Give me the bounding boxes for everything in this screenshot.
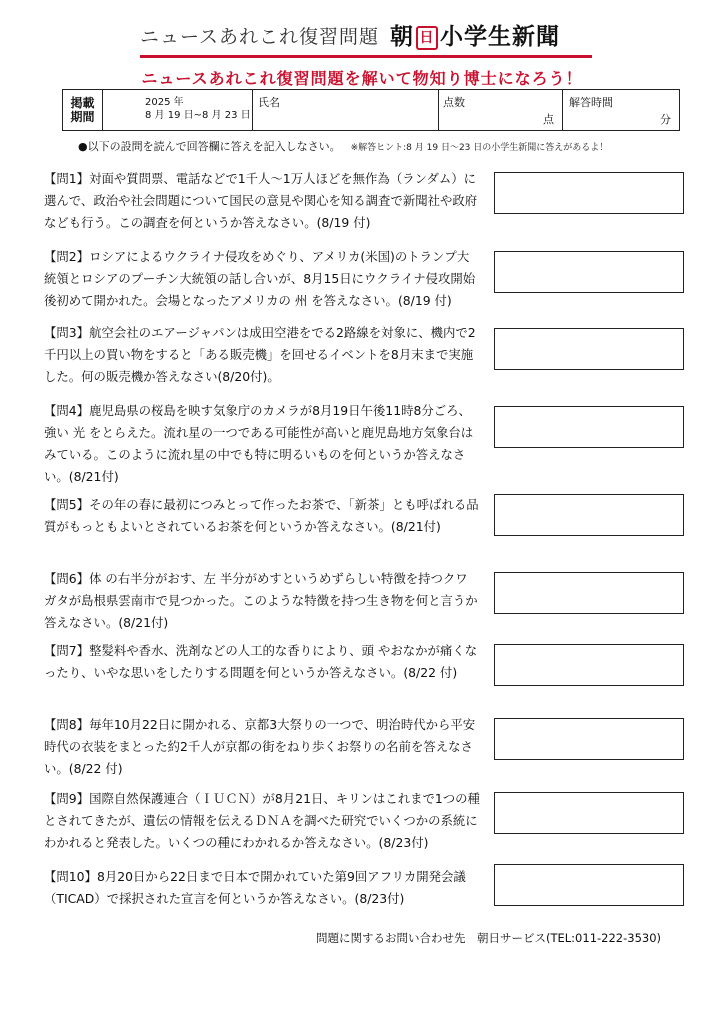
question-8 [44, 714, 480, 780]
question-number: 【問5】 [44, 497, 90, 512]
question-9 [44, 788, 480, 854]
instructions [78, 138, 718, 154]
answer-time-label: 解答時間 [569, 96, 613, 109]
answer-box-10[interactable] [494, 864, 684, 906]
question-number: 【問7】 [44, 643, 90, 658]
question-text: 体 の右半分がおす、左 半分がめすというめずらしい特徴を持つクワガタが島根県雲南市で見つかった。このような特徴を持つ生き物を何と言うか答えなさい。(8/21付) [44, 571, 478, 630]
header-divider [140, 55, 592, 58]
info-table [62, 89, 680, 131]
published-label-1: 掲載 [70, 96, 95, 110]
answer-box-9[interactable] [494, 792, 684, 834]
newspaper-logo [390, 18, 560, 51]
question-text: その年の春に最初につみとって作ったお茶で、「新茶」とも呼ばれる品質がもっともよいとされているお茶を何というか答えなさい。(8/21付) [44, 497, 479, 534]
answer-box-8[interactable] [494, 718, 684, 760]
question-text: 鹿児島県の桜島を映す気象庁のカメラが8月19日午後11時8分ごろ、強い 光 をとらえた。流れ星の一つである可能性が高いと鹿児島地方気象台はみている。このように流れ星の中でも特に明るいものを何というか答えなさい。(8/21付) [44, 403, 474, 484]
answer-time-unit: 分 [660, 113, 671, 126]
instructions-hint: ※解答ヒント:8 月 19 日～23 日の小学生新聞に答えがあるよ！ [350, 143, 609, 153]
published-dates [103, 90, 253, 130]
question-number: 【問3】 [44, 325, 90, 340]
question-text: 国際自然保護連合（ＩＵＣＮ）が8月21日、キリンはこれまで1つの種とされてきたが、遺伝の情報を伝えるＤＮＡを調べた研究でいくつかの系統にわかれると発表した。いくつの種にわかれるか答えなさい。(8/23付) [44, 791, 480, 850]
header [0, 0, 724, 60]
question-text: 8月20日から22日まで日本で開かれていた第9回アフリカ開発会議（TICAD）で採択された宣言を何というか答えなさい。(8/23付) [44, 869, 466, 906]
answer-box-4[interactable] [494, 406, 684, 448]
question-number: 【問4】 [44, 403, 90, 418]
question-3 [44, 322, 480, 388]
question-1 [44, 168, 480, 234]
question-number: 【問1】 [44, 171, 90, 186]
score-field[interactable] [439, 90, 563, 130]
question-text: 整髪料や香水、洗剤などの人工的な香りにより、頭 やおなかが痛くなったり、いやな思いをしたりする問題を何というか答えなさい。(8/22 付) [44, 643, 478, 680]
question-text: 対面や質問票、電話などで1千人～1万人ほどを無作為（ランダム）に選んで、政治や社会問題について国民の意見や関心を知る調査で新聞社や政府なども行う。この調査を何というか答えなさい。(8/19 付) [44, 171, 478, 230]
name-field[interactable] [253, 90, 439, 130]
answer-box-5[interactable] [494, 494, 684, 536]
question-text: ロシアによるウクライナ侵攻をめぐり、アメリカ(米国)のトランプ大統領とロシアのプーチン大統領の話し合いが、8月15日にウクライナ侵攻開始後初めて開かれた。会場となったアメリカの 州 を答えなさい。(8/19 付) [44, 249, 476, 308]
series-title: ニュースあれこれ復習問題 [140, 26, 380, 48]
question-number: 【問2】 [44, 249, 90, 264]
answer-box-2[interactable] [494, 251, 684, 293]
question-number: 【問10】 [44, 869, 97, 884]
question-10 [44, 866, 480, 910]
tagline: ニュースあれこれ復習問題を解いて物知り博士になろう！ [141, 69, 583, 88]
question-number: 【問6】 [44, 571, 90, 586]
logo-text-post: 小学生新聞 [440, 24, 560, 50]
question-number: 【問9】 [44, 791, 90, 806]
logo-text-pre: 朝 [390, 24, 414, 50]
published-label-2: 期間 [70, 110, 95, 124]
logo-sun-icon: 日 [416, 26, 438, 50]
question-number: 【問8】 [44, 717, 90, 732]
score-label: 点数 [443, 96, 465, 109]
instructions-main: ●以下の設問を読んで回答欄に答えを記入しなさい。 [78, 140, 341, 153]
answer-box-6[interactable] [494, 572, 684, 614]
answer-box-7[interactable] [494, 644, 684, 686]
published-period: 8 月 19 日~8 月 23 日 [145, 110, 251, 121]
contact-footer: 問題に関するお問い合わせ先 朝日サービス(TEL:011-222-3530) [316, 931, 662, 945]
name-label: 氏名 [258, 96, 280, 109]
question-5 [44, 494, 480, 538]
question-4 [44, 400, 480, 488]
answer-box-1[interactable] [494, 172, 684, 214]
published-label [63, 90, 103, 130]
question-2 [44, 246, 480, 312]
question-7 [44, 640, 480, 684]
question-text: 毎年10月22日に開かれる、京都3大祭りの一つで、明治時代から平安時代の衣装をまとった約2千人が京都の街をねり歩くお祭りの名前を答えなさい。(8/22 付) [44, 717, 476, 776]
answer-box-3[interactable] [494, 328, 684, 370]
published-year: 2025 年 [145, 97, 184, 108]
question-text: 航空会社のエアージャパンは成田空港をでる2路線を対象に、機内で2千円以上の買い物をすると「ある販売機」を回せるイベントを8月末まで実施した。何の販売機か答えなさい(8/20付)。 [44, 325, 476, 384]
answer-time-field[interactable] [563, 90, 679, 130]
question-6 [44, 568, 480, 634]
score-unit: 点 [543, 113, 554, 126]
